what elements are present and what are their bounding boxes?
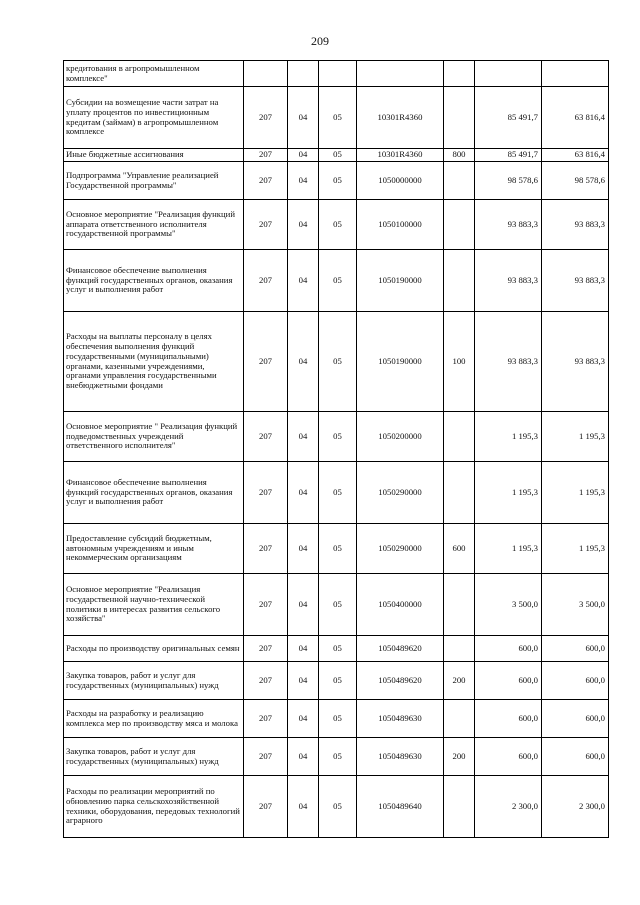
row-sum-2: 93 883,3 <box>542 250 609 312</box>
row-target-article: 1050400000 <box>357 574 444 636</box>
row-sum-2: 93 883,3 <box>542 312 609 412</box>
row-section: 04 <box>288 162 319 200</box>
row-expense-type <box>444 462 475 524</box>
row-admin-code: 207 <box>244 776 288 838</box>
row-subsection: 05 <box>319 462 357 524</box>
table-row <box>64 312 609 412</box>
row-section: 04 <box>288 636 319 662</box>
row-subsection: 05 <box>319 636 357 662</box>
row-target-article: 1050190000 <box>357 312 444 412</box>
table-row <box>64 574 609 636</box>
row-expense-type: 600 <box>444 524 475 574</box>
row-target-article: 1050489630 <box>357 700 444 738</box>
table-row <box>64 700 609 738</box>
row-section: 04 <box>288 412 319 462</box>
row-admin-code: 207 <box>244 462 288 524</box>
row-name: Основное мероприятие "Реализация государственной научно-технической политики в интересах развития сельского хозяйства" <box>64 574 244 636</box>
row-sum-2: 1 195,3 <box>542 462 609 524</box>
row-expense-type: 100 <box>444 312 475 412</box>
row-name: Подпрограмма "Управление реализацией Государственной программы" <box>64 162 244 200</box>
row-subsection: 05 <box>319 524 357 574</box>
row-sum-1: 1 195,3 <box>475 412 542 462</box>
row-subsection: 05 <box>319 700 357 738</box>
row-target-article <box>357 61 444 87</box>
row-admin-code: 207 <box>244 87 288 149</box>
page-number: 209 <box>311 34 329 48</box>
row-section: 04 <box>288 149 319 162</box>
row-sum-2: 93 883,3 <box>542 200 609 250</box>
row-section: 04 <box>288 776 319 838</box>
row-target-article: 1050489620 <box>357 636 444 662</box>
row-expense-type <box>444 162 475 200</box>
row-sum-1: 600,0 <box>475 636 542 662</box>
row-expense-type <box>444 776 475 838</box>
row-name: Предоставление субсидий бюджетным, автономным учреждениям и иным некоммерческим организациям <box>64 524 244 574</box>
row-section <box>288 61 319 87</box>
table-row <box>64 662 609 700</box>
row-subsection: 05 <box>319 200 357 250</box>
row-target-article: 1050190000 <box>357 250 444 312</box>
budget-table-body <box>64 61 609 838</box>
row-admin-code: 207 <box>244 574 288 636</box>
row-expense-type: 800 <box>444 149 475 162</box>
row-sum-1: 2 300,0 <box>475 776 542 838</box>
row-admin-code: 207 <box>244 738 288 776</box>
row-sum-1: 93 883,3 <box>475 312 542 412</box>
row-sum-1: 3 500,0 <box>475 574 542 636</box>
row-sum-2: 600,0 <box>542 738 609 776</box>
row-section: 04 <box>288 524 319 574</box>
row-target-article: 1050000000 <box>357 162 444 200</box>
row-expense-type: 200 <box>444 662 475 700</box>
row-expense-type <box>444 200 475 250</box>
row-sum-1: 85 491,7 <box>475 87 542 149</box>
table-row <box>64 87 609 149</box>
row-sum-2: 98 578,6 <box>542 162 609 200</box>
row-section: 04 <box>288 250 319 312</box>
row-name: Расходы на выплаты персоналу в целях обеспечения выполнения функций государственными (муниципальными) органами, казенными учреждениями, органами управления государственными внебюджетными фондами <box>64 312 244 412</box>
row-target-article: 1050489620 <box>357 662 444 700</box>
row-target-article: 1050200000 <box>357 412 444 462</box>
row-subsection: 05 <box>319 312 357 412</box>
row-sum-2: 1 195,3 <box>542 524 609 574</box>
row-expense-type: 200 <box>444 738 475 776</box>
row-admin-code: 207 <box>244 636 288 662</box>
row-name: Субсидии на возмещение части затрат на уплату процентов по инвестиционным кредитам (займам) в агропромышленном комплексе <box>64 87 244 149</box>
row-admin-code: 207 <box>244 524 288 574</box>
row-expense-type <box>444 574 475 636</box>
row-section: 04 <box>288 662 319 700</box>
row-expense-type <box>444 61 475 87</box>
row-section: 04 <box>288 574 319 636</box>
row-admin-code: 207 <box>244 662 288 700</box>
table-row <box>64 200 609 250</box>
row-sum-1: 1 195,3 <box>475 524 542 574</box>
budget-table <box>63 60 609 838</box>
row-expense-type <box>444 636 475 662</box>
row-name: Основное мероприятие "Реализация функций аппарата ответственного исполнителя государственной программы" <box>64 200 244 250</box>
row-name: Закупка товаров, работ и услуг для государственных (муниципальных) нужд <box>64 738 244 776</box>
row-subsection: 05 <box>319 162 357 200</box>
row-name: Иные бюджетные ассигнования <box>64 149 244 162</box>
row-section: 04 <box>288 200 319 250</box>
row-sum-1 <box>475 61 542 87</box>
row-admin-code: 207 <box>244 412 288 462</box>
row-admin-code: 207 <box>244 250 288 312</box>
row-sum-1: 600,0 <box>475 700 542 738</box>
row-subsection: 05 <box>319 738 357 776</box>
table-row <box>64 462 609 524</box>
row-sum-2: 63 816,4 <box>542 87 609 149</box>
row-subsection: 05 <box>319 412 357 462</box>
row-name: Финансовое обеспечение выполнения функций государственных органов, оказания услуг и выполнения работ <box>64 462 244 524</box>
row-subsection: 05 <box>319 149 357 162</box>
row-name: Финансовое обеспечение выполнения функций государственных органов, оказания услуг и выполнения работ <box>64 250 244 312</box>
row-name: Закупка товаров, работ и услуг для государственных (муниципальных) нужд <box>64 662 244 700</box>
row-sum-1: 1 195,3 <box>475 462 542 524</box>
row-sum-2: 3 500,0 <box>542 574 609 636</box>
table-row <box>64 149 609 162</box>
row-name: Расходы на разработку и реализацию комплекса мер по производству мяса и молока <box>64 700 244 738</box>
row-sum-1: 93 883,3 <box>475 200 542 250</box>
row-section: 04 <box>288 87 319 149</box>
row-sum-2 <box>542 61 609 87</box>
row-sum-2: 600,0 <box>542 700 609 738</box>
row-section: 04 <box>288 312 319 412</box>
row-target-article: 1050489630 <box>357 738 444 776</box>
row-expense-type <box>444 700 475 738</box>
table-row <box>64 738 609 776</box>
row-sum-2: 1 195,3 <box>542 412 609 462</box>
row-target-article: 10301R4360 <box>357 87 444 149</box>
row-admin-code: 207 <box>244 162 288 200</box>
row-expense-type <box>444 87 475 149</box>
row-sum-2: 600,0 <box>542 662 609 700</box>
row-sum-1: 600,0 <box>475 738 542 776</box>
row-sum-2: 63 816,4 <box>542 149 609 162</box>
table-row <box>64 250 609 312</box>
row-name: Расходы по реализации мероприятий по обновлению парка сельскохозяйственной техники, оборудования, передовых технологий аграрного <box>64 776 244 838</box>
row-subsection: 05 <box>319 574 357 636</box>
table-row <box>64 412 609 462</box>
row-sum-1: 93 883,3 <box>475 250 542 312</box>
table-row <box>64 776 609 838</box>
row-admin-code: 207 <box>244 200 288 250</box>
row-subsection: 05 <box>319 776 357 838</box>
row-subsection: 05 <box>319 662 357 700</box>
table-row <box>64 162 609 200</box>
row-target-article: 1050290000 <box>357 462 444 524</box>
row-target-article: 1050489640 <box>357 776 444 838</box>
row-sum-2: 600,0 <box>542 636 609 662</box>
row-admin-code: 207 <box>244 312 288 412</box>
row-section: 04 <box>288 700 319 738</box>
row-name: Расходы по производству оригинальных семян <box>64 636 244 662</box>
row-sum-1: 85 491,7 <box>475 149 542 162</box>
row-target-article: 10301R4360 <box>357 149 444 162</box>
row-sum-1: 98 578,6 <box>475 162 542 200</box>
row-sum-1: 600,0 <box>475 662 542 700</box>
row-expense-type <box>444 412 475 462</box>
row-section: 04 <box>288 462 319 524</box>
table-row <box>64 524 609 574</box>
table-row <box>64 636 609 662</box>
row-target-article: 1050290000 <box>357 524 444 574</box>
row-target-article: 1050100000 <box>357 200 444 250</box>
row-expense-type <box>444 250 475 312</box>
row-name: Основное мероприятие " Реализация функций подведомственных учреждений ответственного исполнителя" <box>64 412 244 462</box>
row-subsection <box>319 61 357 87</box>
row-subsection: 05 <box>319 87 357 149</box>
row-admin-code <box>244 61 288 87</box>
row-name: кредитования в агропромышленном комплексе" <box>64 61 244 87</box>
row-subsection: 05 <box>319 250 357 312</box>
row-section: 04 <box>288 738 319 776</box>
table-row <box>64 61 609 87</box>
row-admin-code: 207 <box>244 700 288 738</box>
row-admin-code: 207 <box>244 149 288 162</box>
row-sum-2: 2 300,0 <box>542 776 609 838</box>
